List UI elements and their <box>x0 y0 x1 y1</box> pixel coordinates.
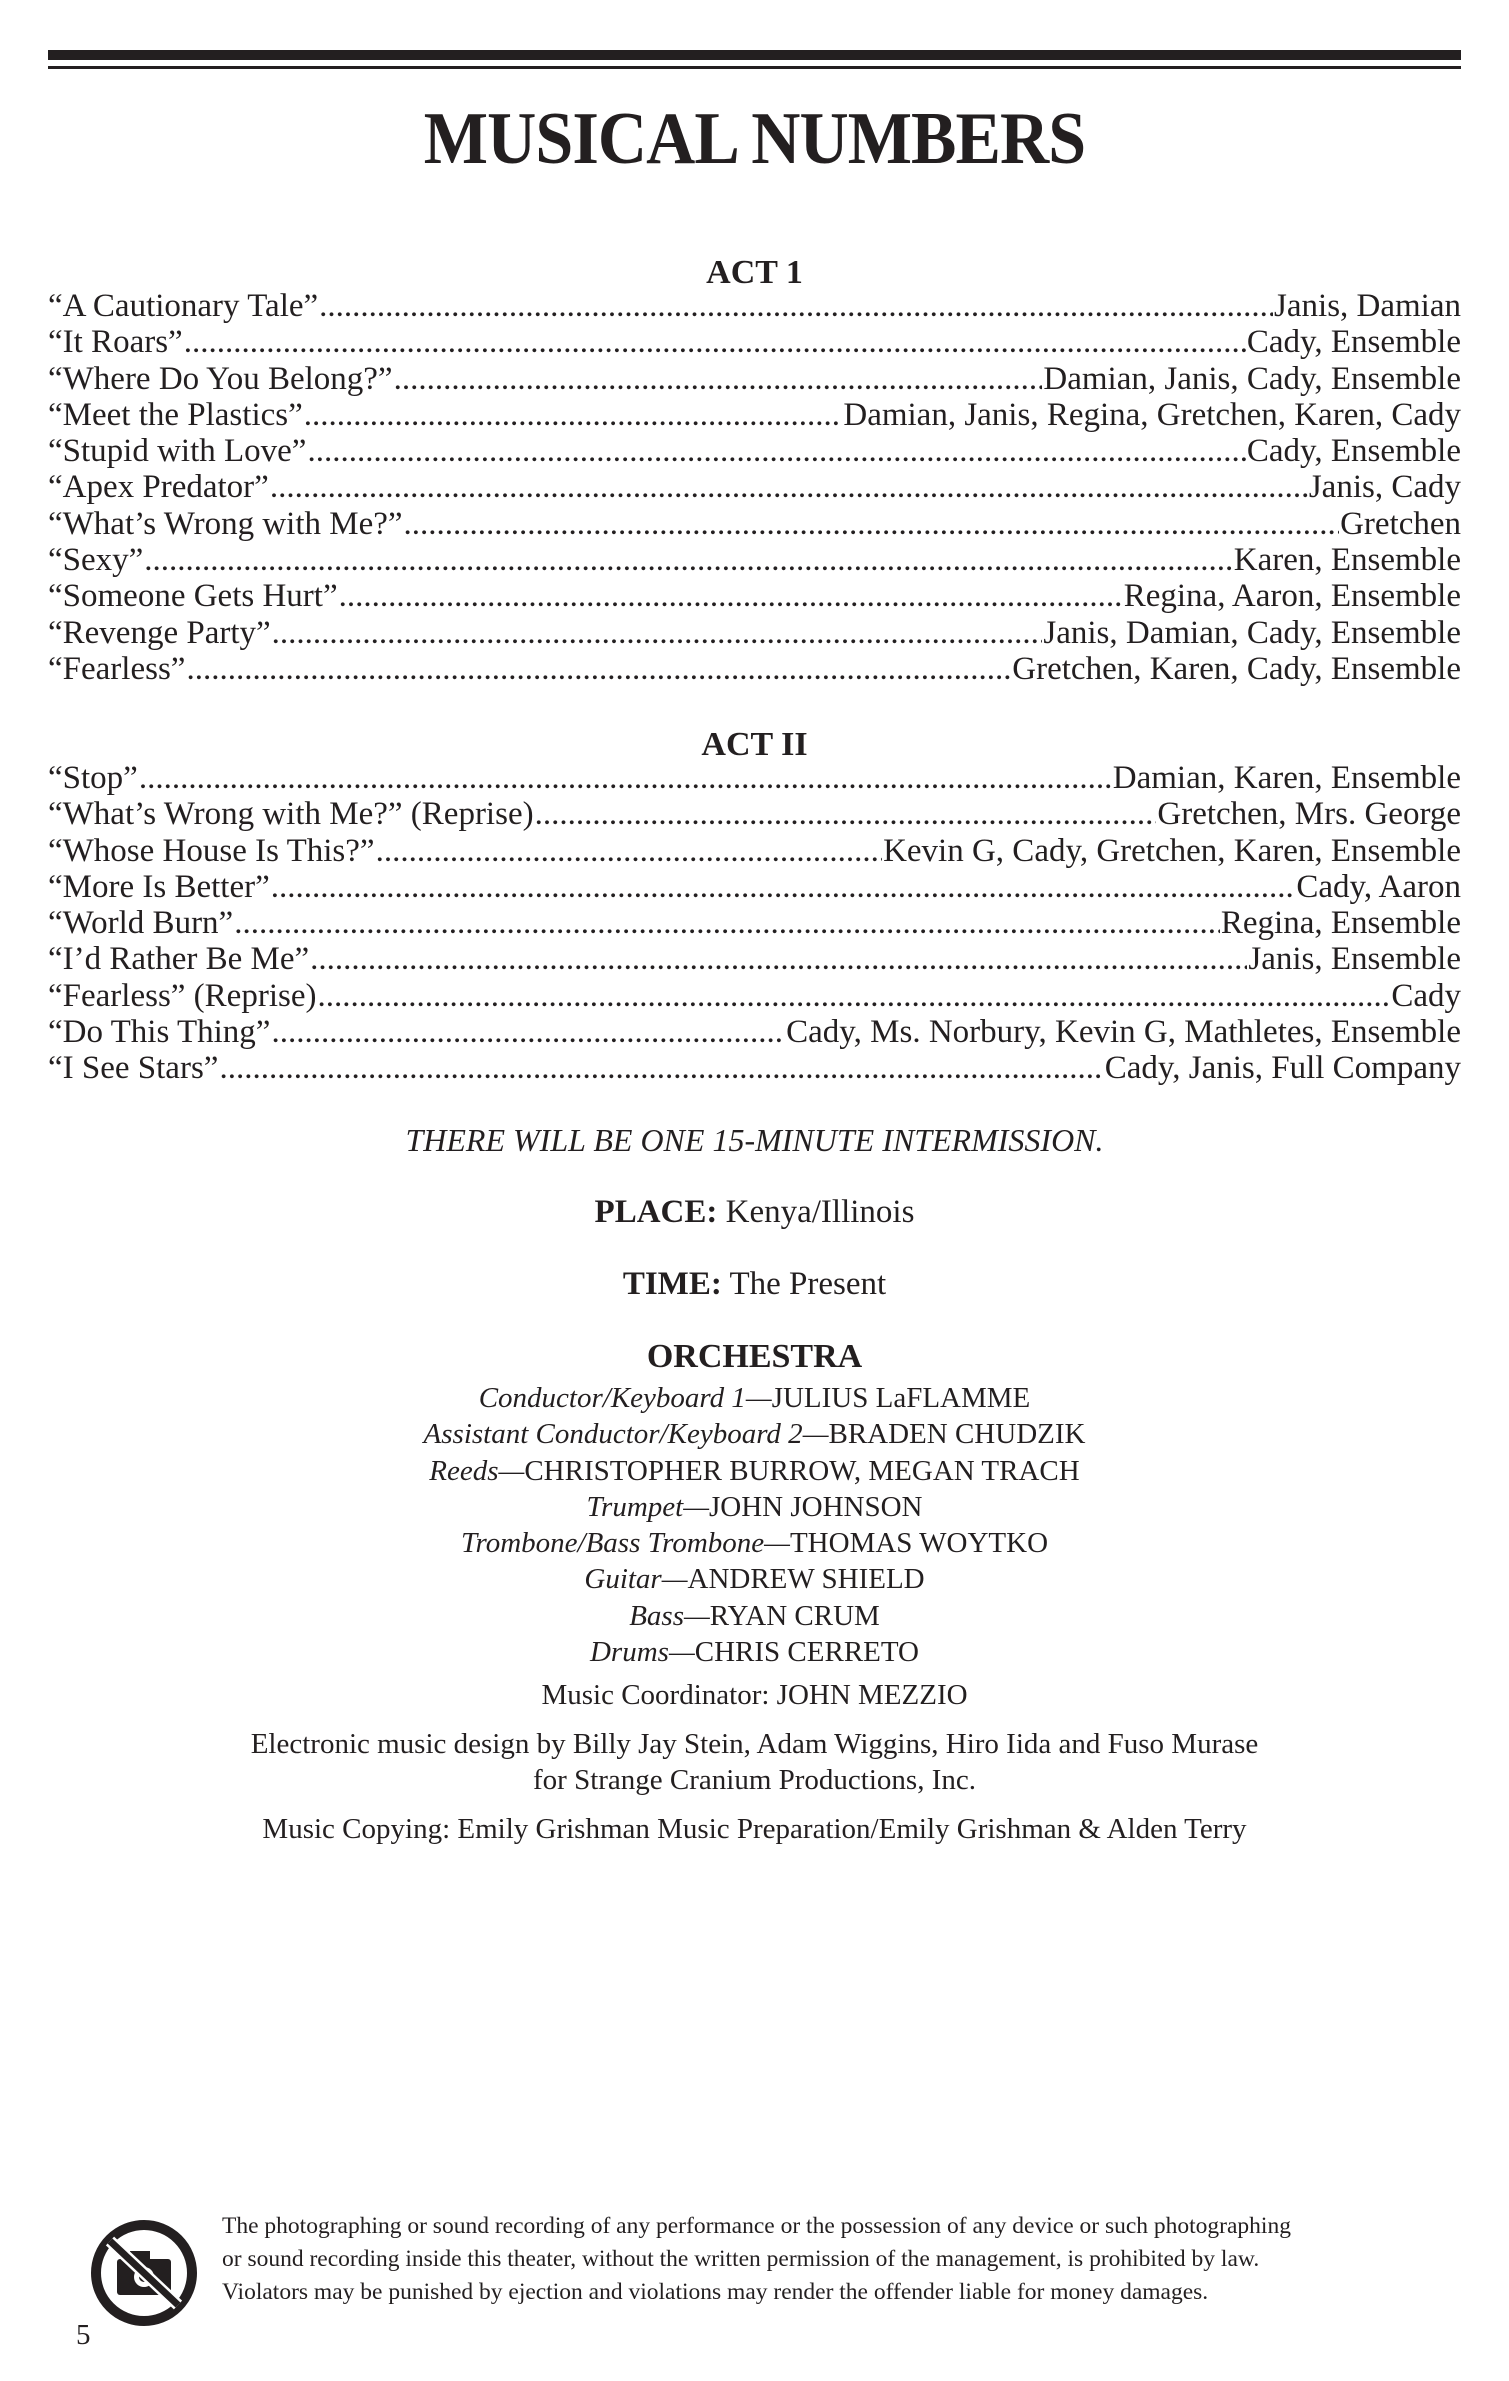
song-cast: Karen, Ensemble <box>1233 542 1461 579</box>
orchestra-member <box>0 1561 1509 1597</box>
song-cast: Cady, Aaron <box>1296 868 1461 905</box>
song-title: “Stop” <box>48 760 138 796</box>
orchestra-dash: — <box>802 1418 829 1451</box>
song-row <box>48 651 1461 687</box>
song-title: “What’s Wrong with Me?” (Reprise) <box>48 796 534 833</box>
dot-leader <box>139 760 1112 796</box>
place-label: PLACE: <box>594 1194 718 1230</box>
orchestra-dash: — <box>683 1599 710 1632</box>
no-camera-icon <box>90 2219 198 2327</box>
dot-leader <box>319 288 1273 324</box>
song-row <box>48 542 1461 578</box>
song-row <box>48 833 1461 869</box>
orchestra-name: JOHN JOHNSON <box>708 1490 923 1523</box>
orchestra-dash: — <box>764 1527 790 1560</box>
orchestra-dash: — <box>498 1454 525 1487</box>
orchestra-name: ANDREW SHIELD <box>687 1563 925 1596</box>
song-row <box>48 397 1461 433</box>
orchestra-member <box>0 1489 1509 1525</box>
dot-leader <box>184 324 1246 360</box>
song-row <box>48 941 1461 977</box>
song-title: “Where Do You Belong?” <box>48 360 393 397</box>
time-value: The Present <box>729 1266 887 1302</box>
act-2-heading: ACT II <box>701 726 808 763</box>
orchestra-role: Trombone/Bass Trombone <box>460 1527 765 1560</box>
electronic-music-credit-line-1: Electronic music design by Billy Jay Stein, Adam Wiggins, Hiro Iida and Fuso Murase <box>250 1728 1259 1760</box>
song-title: “It Roars” <box>48 324 183 361</box>
time-line <box>0 1268 1509 1301</box>
act-1-song-list <box>48 288 1461 687</box>
song-cast: Cady, Ensemble <box>1246 433 1461 470</box>
orchestra-role: Bass <box>629 1599 684 1632</box>
song-cast: Cady, Ms. Norbury, Kevin G, Mathletes, Ensemble <box>786 1014 1461 1051</box>
song-title: “Apex Predator” <box>48 469 269 506</box>
dot-leader <box>144 542 1232 578</box>
song-row <box>48 433 1461 469</box>
time-label: TIME: <box>622 1266 722 1302</box>
song-cast: Cady, Ensemble <box>1246 324 1461 361</box>
song-title: “Stupid with Love” <box>48 433 307 470</box>
song-cast: Cady <box>1391 977 1461 1014</box>
place-value: Kenya/Illinois <box>725 1194 915 1230</box>
dot-leader <box>310 941 1247 977</box>
orchestra-list <box>0 1380 1509 1670</box>
song-row <box>48 288 1461 324</box>
song-title: “I’d Rather Be Me” <box>48 941 310 978</box>
dot-leader <box>304 397 843 433</box>
orchestra-role: Assistant Conductor/Keyboard 2 <box>423 1418 803 1451</box>
act-2-song-list <box>48 760 1461 1087</box>
orchestra-name: THOMAS WOYTKO <box>789 1527 1049 1560</box>
dot-leader <box>219 1050 1103 1086</box>
dot-leader <box>535 796 1157 832</box>
song-cast: Regina, Aaron, Ensemble <box>1123 578 1461 615</box>
legal-notice-line-3: Violators may be punished by ejection and violations may render the offender liable for money damages. <box>222 2279 1209 2305</box>
song-title: “Do This Thing” <box>48 1014 271 1051</box>
page-number: 5 <box>76 2319 91 2351</box>
song-cast: Kevin G, Cady, Gretchen, Karen, Ensemble <box>883 832 1461 869</box>
orchestra-dash: — <box>668 1636 695 1669</box>
song-cast: Gretchen, Karen, Cady, Ensemble <box>1012 650 1461 687</box>
dot-leader <box>376 833 883 869</box>
song-title: “More Is Better” <box>48 868 270 905</box>
orchestra-name: CHRIS CERRETO <box>694 1636 920 1669</box>
song-row <box>48 869 1461 905</box>
electronic-music-credit-line-2: for Strange Cranium Productions, Inc. <box>533 1764 976 1796</box>
song-cast: Janis, Damian <box>1274 288 1461 324</box>
dot-leader <box>270 469 1308 505</box>
dot-leader <box>271 1014 785 1050</box>
song-row <box>48 361 1461 397</box>
legal-notice <box>222 2210 1442 2309</box>
song-cast: Damian, Janis, Cady, Ensemble <box>1043 360 1461 397</box>
dot-leader <box>317 978 1390 1014</box>
song-title: “World Burn” <box>48 905 234 942</box>
song-title: “Meet the Plastics” <box>48 396 303 433</box>
orchestra-member <box>0 1525 1509 1561</box>
page-title: MUSICAL NUMBERS <box>423 98 1086 180</box>
song-row <box>48 1050 1461 1086</box>
dot-leader <box>339 578 1123 614</box>
orchestra-role: Conductor/Keyboard 1 <box>478 1382 746 1414</box>
song-title: “A Cautionary Tale” <box>48 288 319 324</box>
orchestra-name: JULIUS LaFLAMME <box>771 1382 1031 1414</box>
orchestra-member <box>0 1380 1509 1416</box>
song-row <box>48 469 1461 505</box>
song-cast: Gretchen <box>1340 505 1461 542</box>
music-copying-credit: Music Copying: Emily Grishman Music Preparation/Emily Grishman & Alden Terry <box>262 1813 1247 1845</box>
orchestra-member <box>0 1453 1509 1489</box>
song-cast: Janis, Damian, Cady, Ensemble <box>1043 614 1461 651</box>
song-title: “What’s Wrong with Me?” <box>48 505 403 542</box>
song-cast: Gretchen, Mrs. George <box>1157 796 1461 833</box>
intermission-note: THERE WILL BE ONE 15-MINUTE INTERMISSION. <box>405 1122 1104 1158</box>
orchestra-role: Drums <box>589 1636 669 1669</box>
orchestra-member <box>0 1598 1509 1634</box>
orchestra-member <box>0 1634 1509 1670</box>
song-title: “Revenge Party” <box>48 614 271 651</box>
orchestra-dash: — <box>745 1382 772 1414</box>
orchestra-heading: ORCHESTRA <box>646 1338 863 1375</box>
dot-leader <box>307 433 1245 469</box>
song-cast: Regina, Ensemble <box>1220 905 1461 942</box>
orchestra-role: Reeds <box>429 1454 499 1487</box>
song-title: “Fearless” <box>48 650 186 687</box>
song-title: “Fearless” (Reprise) <box>48 977 317 1014</box>
top-rule-thick <box>48 50 1461 60</box>
song-row <box>48 506 1461 542</box>
song-title: “Whose House Is This?” <box>48 832 375 869</box>
song-row <box>48 978 1461 1014</box>
orchestra-dash: — <box>661 1563 688 1596</box>
song-row <box>48 796 1461 832</box>
orchestra-role: Trumpet <box>586 1490 684 1523</box>
orchestra-name: CHRISTOPHER BURROW, MEGAN TRACH <box>524 1454 1080 1487</box>
song-cast: Janis, Cady <box>1308 469 1461 506</box>
orchestra-member <box>0 1416 1509 1452</box>
dot-leader <box>404 506 1340 542</box>
song-title: “Sexy” <box>48 542 144 579</box>
dot-leader <box>186 651 1011 687</box>
top-rule-thin <box>48 66 1461 69</box>
dot-leader <box>271 869 1296 905</box>
orchestra-role: Guitar <box>584 1563 662 1596</box>
song-row <box>48 324 1461 360</box>
place-line <box>0 1196 1509 1229</box>
orchestra-name: RYAN CRUM <box>709 1599 880 1632</box>
song-title: “I See Stars” <box>48 1050 219 1087</box>
song-row <box>48 1014 1461 1050</box>
act-1-heading: ACT 1 <box>706 254 803 291</box>
song-title: “Someone Gets Hurt” <box>48 578 338 615</box>
song-cast: Damian, Karen, Ensemble <box>1112 760 1461 796</box>
song-row <box>48 615 1461 651</box>
dot-leader <box>394 361 1043 397</box>
orchestra-dash: — <box>683 1490 709 1523</box>
music-coordinator: Music Coordinator: JOHN MEZZIO <box>541 1679 968 1711</box>
song-cast: Janis, Ensemble <box>1248 941 1461 978</box>
legal-notice-line-2: or sound recording inside this theater, without the written permission of the management, is prohibited by law. <box>222 2246 1260 2272</box>
song-cast: Damian, Janis, Regina, Gretchen, Karen, Cady <box>843 396 1461 433</box>
dot-leader <box>272 615 1043 651</box>
song-cast: Cady, Janis, Full Company <box>1104 1050 1461 1087</box>
song-row <box>48 578 1461 614</box>
legal-notice-line-1: The photographing or sound recording of any performance or the possession of any device or such photographing <box>222 2213 1291 2239</box>
dot-leader <box>234 905 1220 941</box>
song-row <box>48 905 1461 941</box>
orchestra-name: BRADEN CHUDZIK <box>828 1418 1086 1451</box>
song-row <box>48 760 1461 796</box>
